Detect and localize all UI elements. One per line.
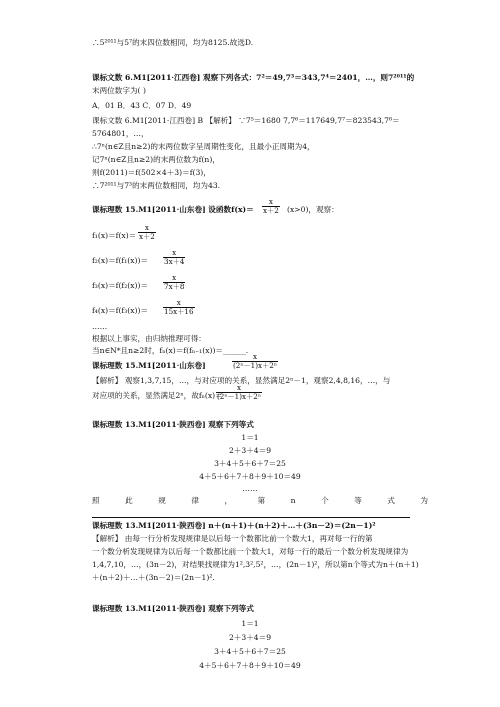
text-line: 记7ⁿ(n∈Z且n≥2)的末两位数为f(n)， xyxy=(92,155,220,164)
spread-char: n xyxy=(290,496,296,505)
fraction-denominator: 3x＋4 xyxy=(164,257,185,266)
text-line: ∴5²⁰¹¹与5⁷的末四位数相同，均为8125.故选D. xyxy=(92,38,254,47)
spread-char: 个 xyxy=(321,496,329,505)
fraction-denominator: 15x＋16 xyxy=(164,307,194,316)
spread-char: 为 xyxy=(420,496,428,505)
ellipsis: …… xyxy=(92,322,108,331)
equation-row: 1＝1 xyxy=(241,619,259,628)
fraction-numerator: x xyxy=(232,353,278,362)
equation-row: 4＋5＋6＋7＋8＋9＋10＝49 xyxy=(199,661,301,670)
fraction-f-def xyxy=(262,198,280,215)
fraction-answer xyxy=(232,353,278,370)
fraction-denominator: 7x＋8 xyxy=(164,282,185,291)
text-line: 则f(2011)＝f(502×4＋3)＝f(3)， xyxy=(92,168,211,177)
equation-row: 2＋3＋4＝9 xyxy=(228,446,272,455)
equation-row: 4＋5＋6＋7＋8＋9＋10＝49 xyxy=(199,472,301,481)
fraction-denominator: (2ⁿ－1)x＋2ⁿ xyxy=(233,361,277,370)
fraction-answer-2 xyxy=(216,384,262,401)
spread-text-line xyxy=(92,496,428,506)
fraction-f4 xyxy=(163,299,195,316)
spread-char: 照 xyxy=(92,496,100,505)
solution-heading: 课标文数 6.M1[2011·江西卷] B 【解析】 ∵7⁵＝1680 7,7⁶＝117649,7⁷＝823543,7⁸＝ xyxy=(92,116,400,125)
formula-f2: f₂(x)＝f(f₁(x))＝ xyxy=(92,256,149,265)
spread-char: 第 xyxy=(257,496,266,505)
equation-row: 1＝1 xyxy=(241,433,259,442)
text-line: ∴7ⁿ(n∈Z且n≥2)的末两位数字呈周期性变化，且最小正周期为4， xyxy=(92,142,315,151)
spread-char: ， xyxy=(224,496,233,505)
ellipsis: …… xyxy=(242,484,258,493)
text-line: 末两位数字为( ) xyxy=(92,86,146,95)
equation-row: 3＋4＋5＋6＋7＝25 xyxy=(214,647,286,656)
equation-row: 3＋4＋5＋6＋7＝25 xyxy=(214,459,286,468)
fraction-denominator: x＋2 xyxy=(263,206,279,215)
fraction-denominator: x＋2 xyxy=(139,232,155,241)
question-heading: 课标理数 15.M1[2011·山东卷] 设函数f(x)＝ xyxy=(92,205,254,214)
answer-blank xyxy=(92,517,410,518)
fraction-numerator: x xyxy=(262,198,280,207)
text-line: 当n∈N*且n≥2时，fₙ(x)＝f(fₙ₋₁(x))＝______. xyxy=(92,346,249,355)
text-line: 【解析】 由每一行分析发现规律是以后每一个数都比前一个数大1，再对每一行的第 xyxy=(92,534,373,543)
text-line: (x>0)，观察： xyxy=(287,205,339,214)
text-line: ＋(n＋2)＋…＋(3n－2)＝(2n－1)². xyxy=(92,573,215,582)
formula-f3: f₃(x)＝f(f₂(x))＝ xyxy=(92,281,149,290)
text-line: 根据以上事实，由归纳推理可得： xyxy=(92,334,206,343)
question-heading: 课标理数 13.M1[2011·陕西卷] 观察下列等式 xyxy=(92,604,254,613)
fraction-numerator: x xyxy=(163,299,195,308)
text-line: ∴7²⁰¹¹与7³的末两位数相同，均为43. xyxy=(92,181,221,190)
text-line: 【解析】 观察1,3,7,15，…，与对应项的关系，显然满足2ⁿ－1，观察2,4,8,16，…，与 xyxy=(92,376,391,385)
fraction-numerator: x xyxy=(163,274,185,283)
text-line: 1,4,7,10，…，(3n－2)，对结果找规律为1²,3²,5²，…，(2n－1)²，所以第n个等式为n＋(n＋1) xyxy=(92,560,419,569)
fraction-numerator: x xyxy=(163,249,185,258)
question-heading: 课标文数 6.M1[2011·江西卷] 观察下列各式：7²＝49,7³＝343,7⁴＝2401，…，则7²⁰¹¹的 xyxy=(92,73,415,82)
fraction-numerator: x xyxy=(216,384,262,393)
spread-char: 规 xyxy=(158,496,166,505)
text-line: 5764801，…， xyxy=(92,129,149,138)
formula-f1: f₁(x)＝f(x)＝ xyxy=(92,231,137,240)
text-line: 对应项的关系，显然满足2ⁿ，故fₙ(x)＝ xyxy=(92,391,223,400)
answer-options: A．01 B．43 C．07 D．49 xyxy=(92,101,192,110)
fraction-f2 xyxy=(163,249,185,266)
solution-heading: 课标理数 13.M1[2011·陕西卷] n＋(n＋1)＋(n＋2)＋…＋(3n－2)＝(2n－1)² xyxy=(92,521,376,530)
equation-row: 2＋3＋4＝9 xyxy=(228,633,272,642)
spread-char: 此 xyxy=(125,496,133,505)
solution-heading: 课标理数 15.M1[2011·山东卷] xyxy=(92,361,206,370)
spread-char: 律 xyxy=(191,496,199,505)
fraction-denominator: (2ⁿ－1)x＋2ⁿ xyxy=(217,392,261,401)
text-line: 一个数分析发现规律为以后每一个数都比前一个数大1，对每一行的最后一个数分析发现规律为 xyxy=(92,547,409,556)
fraction-numerator: x xyxy=(138,224,156,233)
fraction-f1 xyxy=(138,224,156,241)
question-heading: 课标理数 13.M1[2011·陕西卷] 观察下列等式 xyxy=(92,420,254,429)
formula-f4: f₄(x)＝f(f₃(x))＝ xyxy=(92,306,149,315)
fraction-f3 xyxy=(163,274,185,291)
spread-char: 等 xyxy=(354,496,362,505)
spread-char: 式 xyxy=(387,496,395,505)
